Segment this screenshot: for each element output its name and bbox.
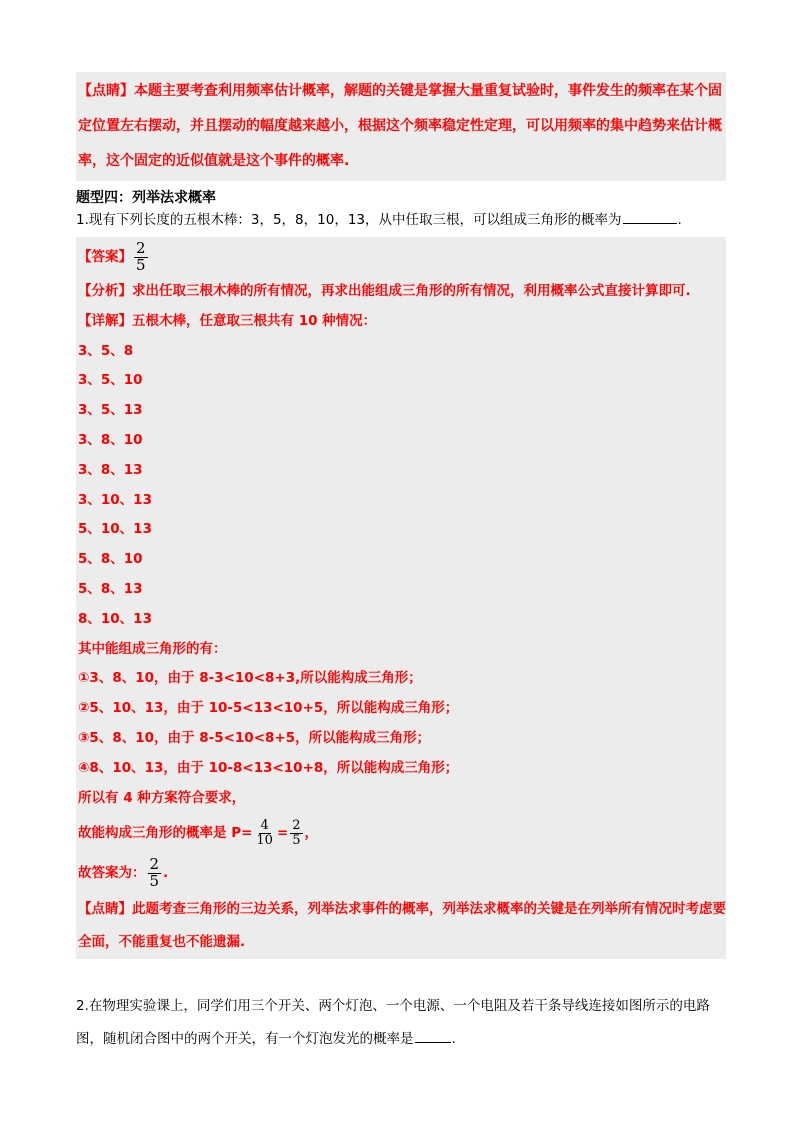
question-2-end: . bbox=[451, 1031, 456, 1047]
answer-blank bbox=[623, 211, 677, 224]
probability-prefix: 故能构成三角形的概率是 P= bbox=[78, 825, 253, 842]
probability-fraction-1 bbox=[254, 819, 275, 847]
question-1 bbox=[76, 209, 726, 231]
answer-blank bbox=[415, 1030, 451, 1043]
combo-item: 5、8、13 bbox=[78, 580, 143, 597]
analysis-tag: 【分析】 bbox=[78, 283, 132, 299]
combo-item: 3、10、13 bbox=[78, 491, 152, 508]
question-1-end: . bbox=[677, 212, 682, 228]
fraction-denominator: 5 bbox=[292, 832, 301, 848]
fraction-numerator: 2 bbox=[149, 855, 160, 874]
tip-tag: 【点睛】 bbox=[78, 83, 134, 99]
page-content bbox=[76, 72, 726, 959]
combo-item: 5、10、13 bbox=[78, 521, 152, 538]
fraction-denominator: 5 bbox=[149, 871, 160, 890]
fraction-numerator: 2 bbox=[292, 818, 301, 834]
question-2 bbox=[76, 990, 726, 1056]
valid-item: ②5、10、13，由于 10-5<13<10+5，所以能构成三角形； bbox=[78, 700, 459, 717]
answer-fraction bbox=[134, 238, 148, 274]
valid-item: ③5、8、10，由于 8-5<10<8+5，所以能构成三角形； bbox=[78, 729, 431, 746]
tip-box-1 bbox=[76, 72, 726, 181]
valid-item: ④8、10、13，由于 10-8<13<10+8，所以能构成三角形； bbox=[78, 759, 459, 776]
count-line: 所以有 4 种方案符合要求， bbox=[78, 789, 246, 806]
equals-sign: = bbox=[276, 825, 289, 842]
analysis-text: 求出任取三根木棒的所有情况，再求出能组成三角形的所有情况，利用概率公式直接计算即可. bbox=[132, 283, 691, 299]
detail-line bbox=[78, 307, 726, 337]
combo-item: 3、5、8 bbox=[78, 342, 134, 359]
solution-box bbox=[76, 237, 726, 959]
combo-item: 3、5、13 bbox=[78, 402, 143, 419]
final-fraction bbox=[148, 857, 162, 890]
question-1-text: 1.现有下列长度的五根木棒：3，5，8，10，13，从中任取三根，可以组成三角形的概率为 bbox=[76, 212, 622, 228]
question-2-text: 2.在物理实验课上，同学们用三个开关、两个灯泡、一个电源、一个电阻及若干条导线连接如图所示的电路图，随机闭合图中的两个开关，有一个灯泡发光的概率是 bbox=[76, 998, 710, 1047]
combo-item: 3、8、10 bbox=[78, 431, 143, 448]
tip-text: 此题考查三角形的三边关系，列举法求事件的概率，列举法求概率的关键是在列举所有情况时考虑要全面，不能重复也不能遗漏. bbox=[78, 901, 726, 951]
tip-text: 本题主要考查利用频率估计概率，解题的关键是掌握大量重复试验时，事件发生的频率在某个固定位置左右摆动，并且摆动的幅度越来越小，根据这个频率稳定性定理，可以用频率的集中趋势来估计概率，这个固定的近似值就是这个事件的概率. bbox=[78, 83, 722, 169]
tip-box-2 bbox=[78, 893, 726, 959]
tip-tag: 【点睛】 bbox=[78, 901, 132, 918]
combo-item: 3、5、10 bbox=[78, 372, 143, 389]
combo-item: 3、8、13 bbox=[78, 461, 143, 478]
section-title: 题型四：列举法求概率 bbox=[76, 190, 216, 206]
analysis-line bbox=[78, 277, 726, 307]
final-suffix: . bbox=[163, 865, 169, 882]
detail-tag: 【详解】 bbox=[78, 312, 132, 329]
fraction-numerator: 4 bbox=[260, 818, 269, 834]
final-prefix: 故答案为： bbox=[78, 865, 146, 882]
answer-numerator: 2 bbox=[136, 238, 146, 257]
probability-suffix: ， bbox=[304, 825, 319, 842]
detail-text: 五根木棒，任意取三根共有 10 种情况： bbox=[132, 312, 377, 329]
final-answer-line bbox=[78, 853, 726, 893]
probability-fraction-2 bbox=[290, 819, 302, 847]
valid-intro: 其中能组成三角形的有： bbox=[78, 640, 227, 657]
answer-tag: 【答案】 bbox=[78, 249, 132, 265]
answer-line bbox=[78, 237, 726, 277]
answer-denominator: 5 bbox=[136, 255, 146, 274]
valid-item: ①3、8、10，由于 8-3<10<8+3,所以能构成三角形； bbox=[78, 670, 422, 687]
combo-item: 5、8、10 bbox=[78, 551, 143, 568]
fraction-denominator: 10 bbox=[256, 832, 273, 848]
combo-item: 8、10、13 bbox=[78, 610, 152, 627]
probability-line bbox=[78, 813, 726, 853]
